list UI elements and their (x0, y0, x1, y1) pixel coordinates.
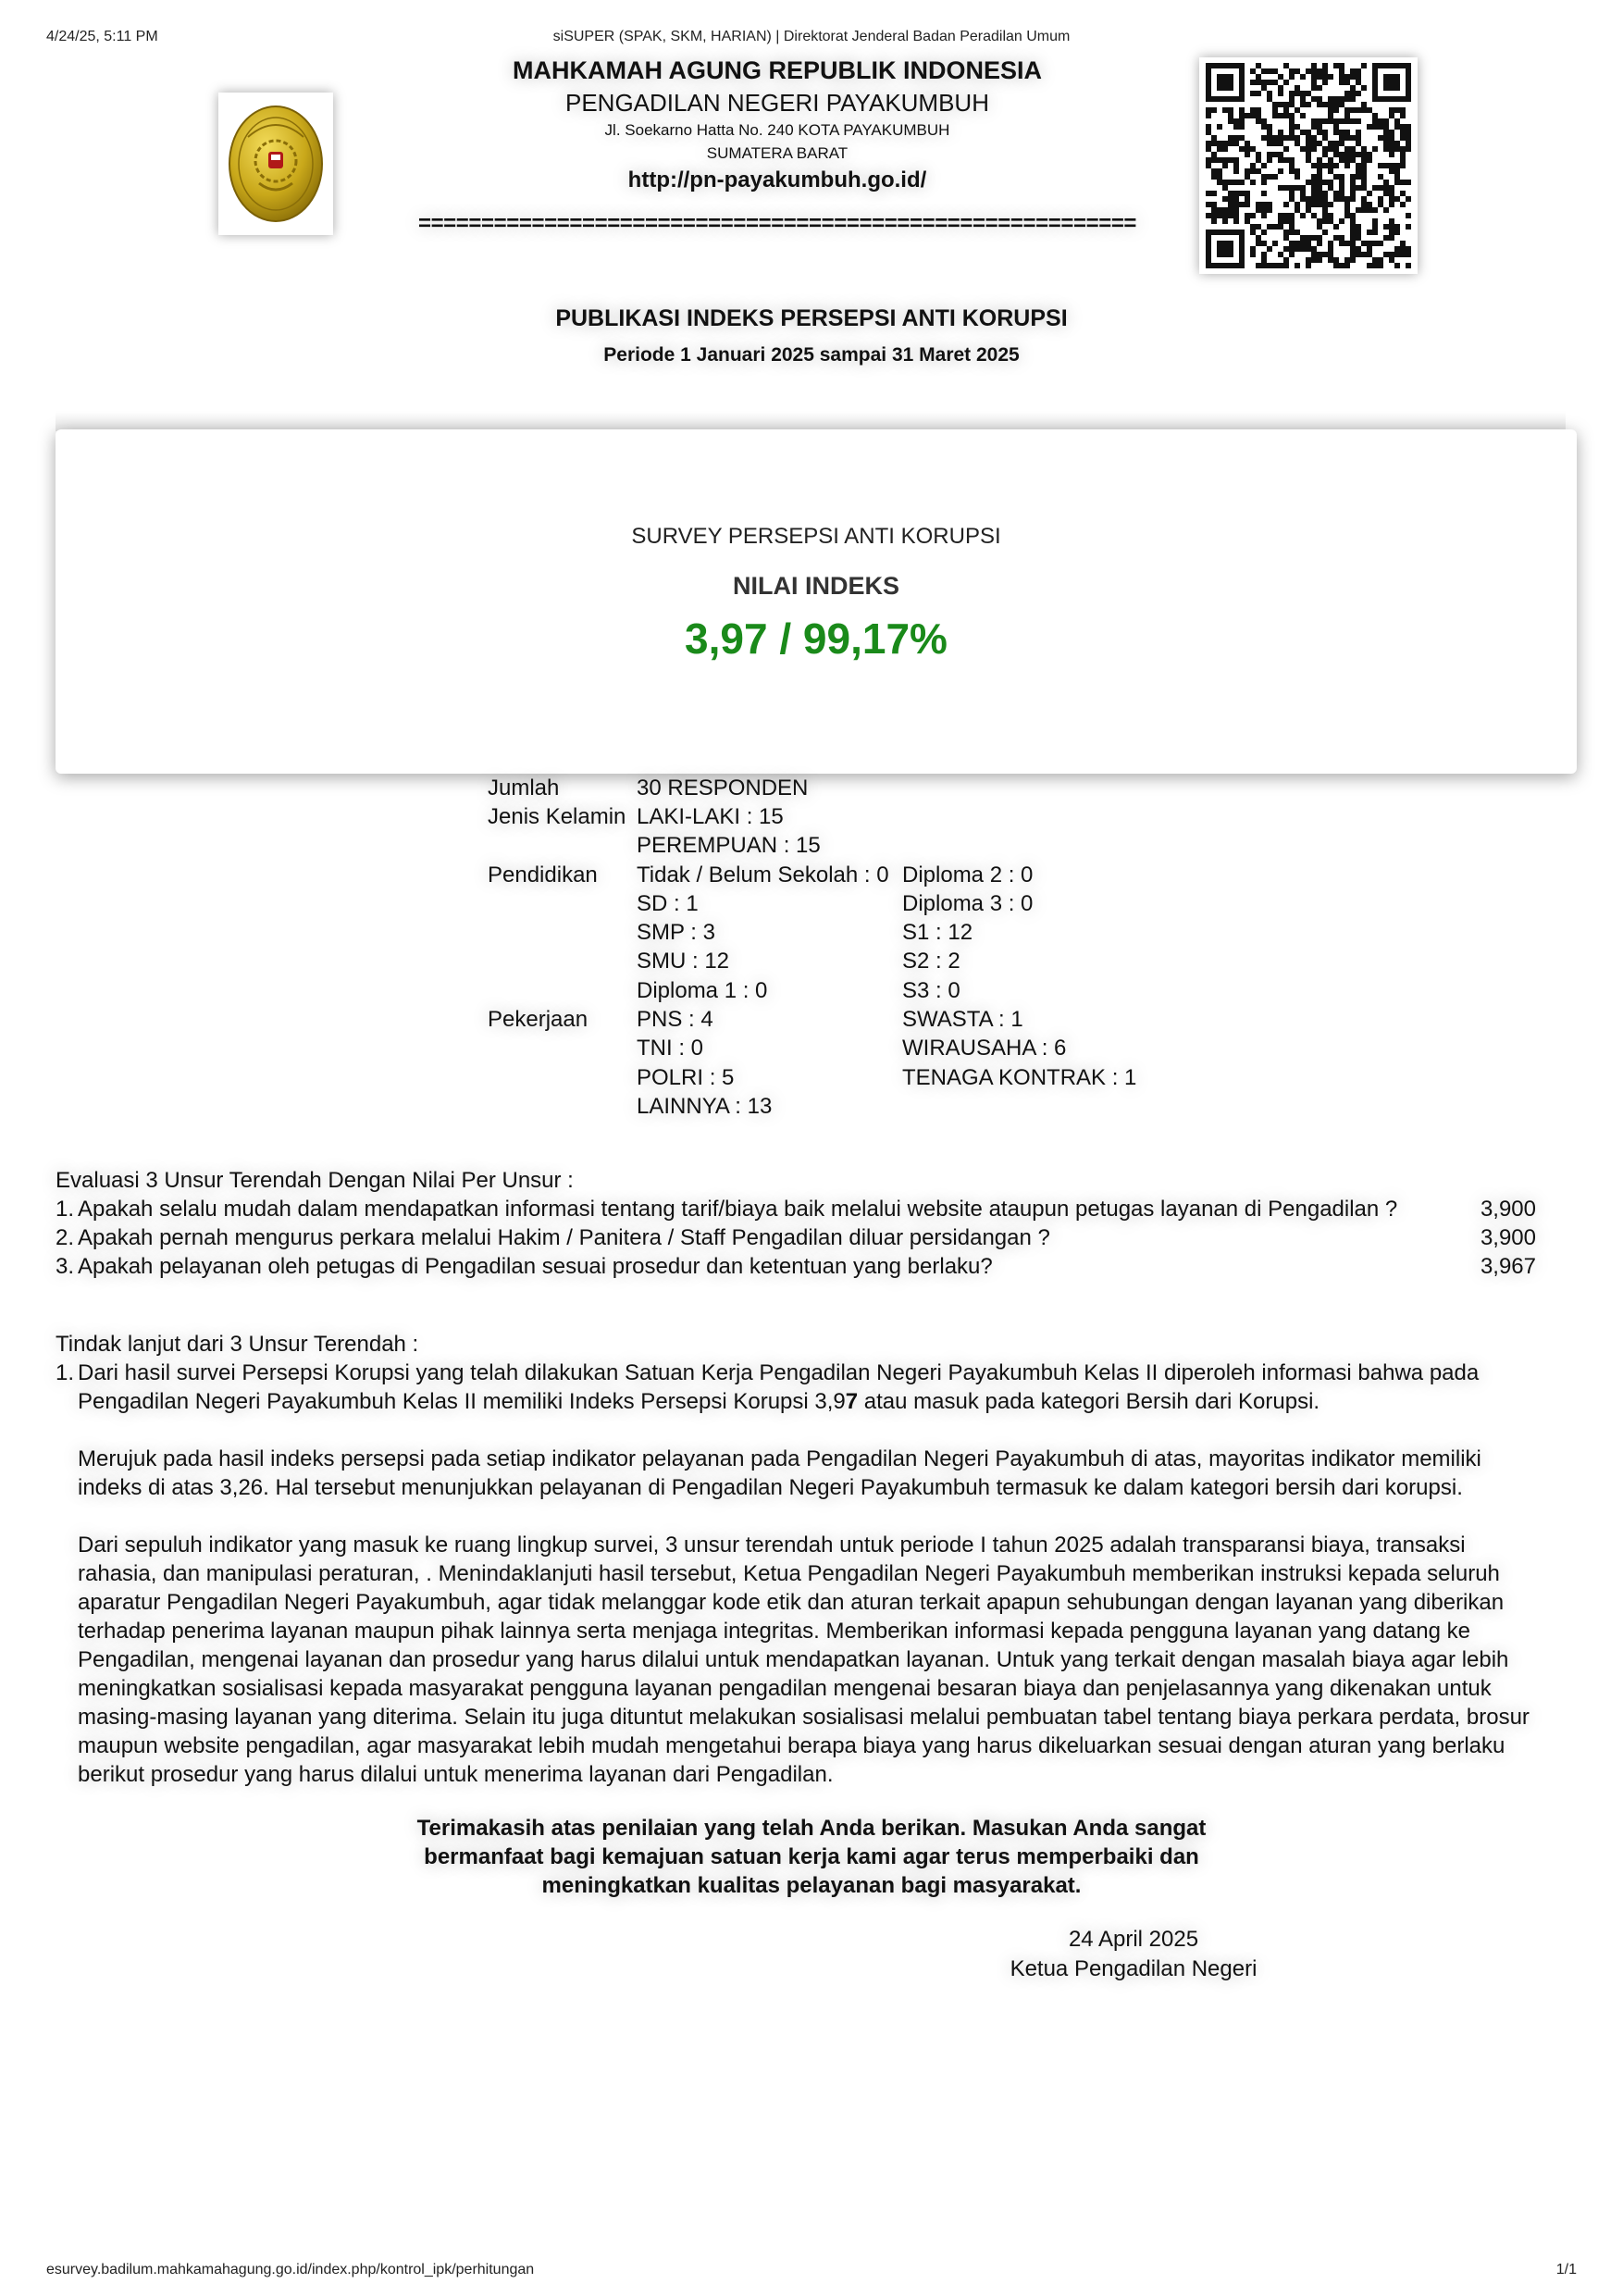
gender-male: LAKI-LAKI : 15 (637, 803, 784, 829)
total-label: Jumlah (488, 775, 560, 800)
court-logo (218, 93, 333, 235)
item-value: 3,967 (1480, 1253, 1536, 1279)
evaluation-section (56, 1166, 1536, 1281)
qr-code-icon (1206, 63, 1411, 268)
table-row (488, 802, 1136, 831)
table-row (488, 976, 1136, 1005)
publication-period: Periode 1 Januari 2025 sampai 31 Maret 2025 (603, 344, 1020, 366)
education-item: Diploma 1 : 0 (637, 977, 768, 1003)
education-item: SD : 1 (637, 890, 699, 916)
item-question: Apakah pernah mengurus perkara melalui Hakim / Panitera / Staff Pengadilan diluar persidangan ? (78, 1224, 1050, 1250)
court-province: SUMATERA BARAT (706, 144, 849, 162)
publication-title: PUBLIKASI INDEKS PERSEPSI ANTI KORUPSI (555, 305, 1068, 331)
table-row (488, 774, 1136, 802)
total-value: 30 RESPONDEN (637, 775, 809, 800)
item-number: 3. (56, 1253, 75, 1279)
list-item (56, 1223, 1536, 1252)
qr-code (1199, 57, 1418, 274)
table-row (488, 948, 1136, 976)
print-url: esurvey.badilum.mahkamahagung.go.id/index.php/kontrol_ipk/perhitungan (46, 2262, 535, 2277)
education-item: SMU : 12 (637, 949, 730, 974)
list-item (56, 1195, 1536, 1223)
table-row (488, 1063, 1136, 1092)
followup-paragraph-2: Merujuk pada hasil indeks persepsi pada setiap indikator pelayanan pada Pengadilan Negeri Payakumbuh di atas, mayoritas indikator memiliki indeks di atas 3,26. Hal tersebut menunjukkan pelayanan di Pengadilan Negeri Payakumbuh termasuk ke dalam kategori bersih dari korupsi. (78, 1446, 1481, 1500)
followup-section (56, 1330, 1545, 1789)
item-question: Apakah pelayanan oleh petugas di Pengadilan sesuai prosedur dan ketentuan yang berlaku? (78, 1253, 993, 1279)
education-label: Pendidikan (488, 862, 598, 887)
card-title: SURVEY PERSEPSI ANTI KORUPSI (631, 524, 1001, 549)
index-card (56, 429, 1577, 774)
followup-text (78, 1359, 1545, 1789)
item-question: Apakah selalu mudah dalam mendapatkan informasi tentang tarif/biaya baik melalui website ataupun petugas layanan di Pengadilan ? (78, 1196, 1398, 1222)
org-name: MAHKAMAH AGUNG REPUBLIK INDONESIA (513, 56, 1042, 84)
item-value: 3,900 (1480, 1224, 1536, 1250)
court-name: PENGADILAN NEGERI PAYAKUMBUH (565, 89, 989, 117)
table-row (488, 889, 1136, 918)
education-item: Diploma 2 : 0 (902, 862, 1034, 887)
signature-role: Ketua Pengadilan Negeri (1010, 1956, 1258, 1981)
respondent-table (488, 774, 1136, 1122)
job-item: TENAGA KONTRAK : 1 (902, 1064, 1137, 1090)
job-item: PNS : 4 (637, 1007, 713, 1033)
followup-body (56, 1359, 1545, 1789)
followup-paragraph-3: Dari sepuluh indikator yang masuk ke ruang lingkup survei, 3 unsur terendah untuk periode I tahun 2025 adalah transparansi biaya, transaksi rahasia, dan manipulasi peraturan, . Menindaklanjuti hasil tersebut, Ketua Pengadilan Negeri Payakumbuh memberikan instruksi kepada seluruh aparatur Pengadilan Negeri Payakumbuh, agar tidak melanggar kode etik dan aturan terkait apapun sehubungan dengan layanan yang diberikan terhadap penerima layanan maupun pihak lainnya serta menjaga integritas. Memberikan informasi kepada pengguna layanan yang datang ke Pengadilan, mengenai layanan dan prosedur yang harus dilalui untuk mendapatkan layanan. Untuk yang terkait dengan masalah biaya agar lebih meningkatkan sosialisasi kepada masyarakat pengguna layanan pengadilan mengenai besaran biaya dan penjelasannya yang dikenakan untuk masing-masing layanan yang diterima. Selain itu juga dituntut melakukan sosialisasi melalui pembuatan tabel tentang biaya perkara perdata, brosur maupun website pengadilan, agar masyarakat lebih mudah mengetahui berapa biaya yang harus dikeluarkan sesuai dengan aturan yang berlaku berikut prosedur yang harus dilalui untuk menerima layanan dari Pengadilan. (78, 1533, 1530, 1787)
table-row (488, 1035, 1136, 1063)
court-address: Jl. Soekarno Hatta No. 240 KOTA PAYAKUMBUH (604, 121, 950, 139)
list-item (56, 1252, 1536, 1281)
job-item: SWASTA : 1 (902, 1007, 1023, 1033)
thanks-message: Terimakasih atas penilaian yang telah Anda berikan. Masukan Anda sangat bermanfaat bagi kemajuan satuan kerja kami agar terus memperbaiki dan meningkatkan kualitas pelayanan bagi masyarakat. (416, 1816, 1207, 1898)
table-row (488, 1092, 1136, 1121)
gender-label: Jenis Kelamin (488, 803, 626, 829)
education-item: Tidak / Belum Sekolah : 0 (637, 862, 889, 887)
followup-heading: Tindak lanjut dari 3 Unsur Terendah : (56, 1332, 419, 1357)
index-value: 3,97 / 99,17% (685, 614, 948, 663)
followup-paragraph-1: Dari hasil survei Persepsi Korupsi yang telah dilakukan Satuan Kerja Pengadilan Negeri Payakumbuh Kelas II diperoleh informasi bahwa pada Pengadilan Negeri Payakumbuh Kelas II memiliki Indeks Persepsi Korupsi 3,97 atau masuk pada kategori Bersih dari Korupsi. (78, 1360, 1480, 1414)
evaluation-heading: Evaluasi 3 Unsur Terendah Dengan Nilai Per Unsur : (56, 1167, 574, 1193)
item-value: 3,900 (1480, 1196, 1536, 1222)
signature-date: 24 April 2025 (1068, 1927, 1199, 1952)
card-top-shadow (56, 411, 1566, 431)
education-item: S3 : 0 (902, 977, 960, 1003)
education-item: Diploma 3 : 0 (902, 890, 1034, 916)
job-label: Pekerjaan (488, 1007, 588, 1033)
card-subtitle: NILAI INDEKS (732, 572, 899, 600)
court-website: http://pn-payakumbuh.go.id/ (627, 168, 927, 192)
print-page-number: 1/1 (1555, 2262, 1577, 2277)
item-number: 2. (56, 1224, 75, 1250)
job-item: TNI : 0 (637, 1036, 704, 1061)
education-item: S1 : 12 (902, 920, 973, 946)
gender-female: PEREMPUAN : 15 (637, 833, 821, 859)
table-row (488, 861, 1136, 889)
job-item: LAINNYA : 13 (637, 1093, 773, 1119)
letterhead (361, 54, 1194, 239)
job-item: WIRAUSAHA : 6 (902, 1036, 1067, 1061)
table-row (488, 918, 1136, 947)
mahkamah-agung-emblem-icon (226, 100, 326, 228)
followup-number: 1. (56, 1360, 75, 1385)
table-row (488, 832, 1136, 861)
job-item: POLRI : 5 (637, 1064, 735, 1090)
item-number: 1. (56, 1196, 75, 1222)
header-separator: ========================================================= (417, 211, 1137, 236)
print-page-title: siSUPER (SPAK, SKM, HARIAN) | Direktorat Jenderal Badan Peradilan Umum (552, 29, 1071, 44)
table-row (488, 1005, 1136, 1034)
education-item: S2 : 2 (902, 949, 960, 974)
signature-block (972, 1925, 1295, 1984)
education-item: SMP : 3 (637, 920, 715, 946)
print-datetime: 4/24/25, 5:11 PM (46, 29, 158, 44)
